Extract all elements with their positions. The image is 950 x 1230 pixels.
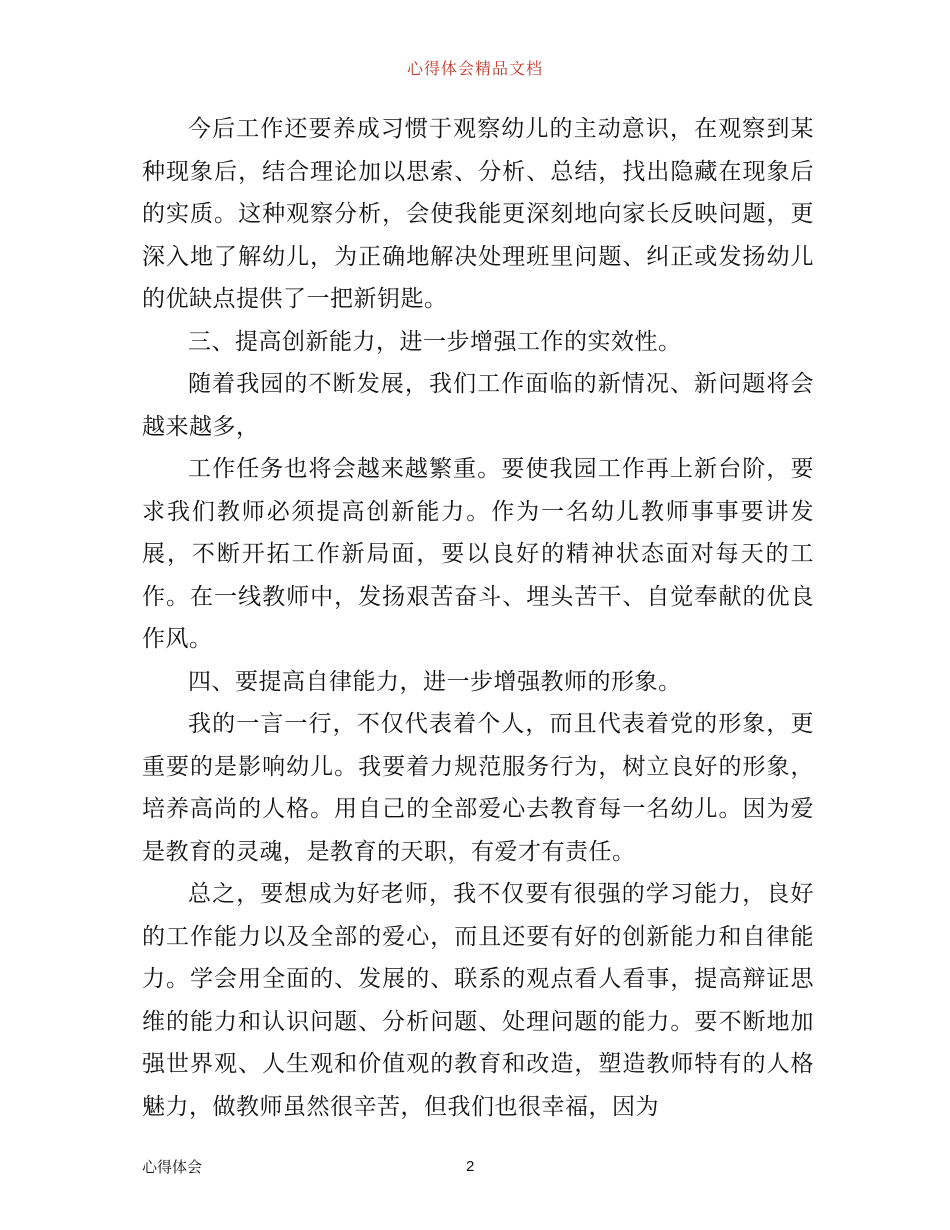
paragraph-conclusion: 总之，要想成为好老师，我不仅要有很强的学习能力，良好的工作能力以及全部的爱心，而且还要有好的创新能力和自律能力。学会用全面的、发展的、联系的观点看人看事，提高辩证思维的能力和认识问题、分析问题、处理问题的能力。要不断地加强世界观、人生观和价值观的教育和改造，塑造教师特有的人格魅力，做教师虽然很辛苦，但我们也很幸福，因为: [142, 881, 814, 1120]
paragraph-development: 随着我园的不断发展，我们工作面临的新情况、新问题将会越来越多，: [142, 371, 814, 440]
section-heading-innovation: 三、提高创新能力，进一步增强工作的实效性。: [188, 328, 682, 355]
footer-label: 心得体会: [142, 1158, 203, 1176]
paragraph-image: 我的一言一行，不仅代表着个人，而且代表着党的形象，更重要的是影响幼儿。我要着力规范服务行为，树立良好的形象，培养高尚的人格。用自己的全部爱心去教育每一名幼儿。因为爱是教育的灵魂，是教育的天职，有爱才有责任。: [142, 711, 814, 865]
paragraph-observation: 今后工作还要养成习惯于观察幼儿的主动意识，在观察到某种现象后，结合理论加以思索、分析、总结，找出隐藏在现象后的实质。这种观察分析，会使我能更深刻地向家长反映问题，更深入地了解幼儿，为正确地解决处理班里问题、纠正或发扬幼儿的优缺点提供了一把新钥匙。: [142, 116, 814, 312]
paragraph-tasks: 工作任务也将会越来越繁重。要使我园工作再上新台阶，要求我们教师必须提高创新能力。作为一名幼儿教师事事要讲发展，不断开拓工作新局面，要以良好的精神状态面对每天的工作。在一线教师中，发扬艰苦奋斗、埋头苦干、自觉奉献的优良作风。: [142, 456, 814, 652]
document-body: [142, 108, 814, 1128]
page-header-title: 心得体会精品文档: [406, 59, 543, 78]
section-heading-self-discipline: 四、要提高自律能力，进一步增强教师的形象。: [188, 668, 682, 695]
page-number: 2: [466, 1158, 475, 1175]
